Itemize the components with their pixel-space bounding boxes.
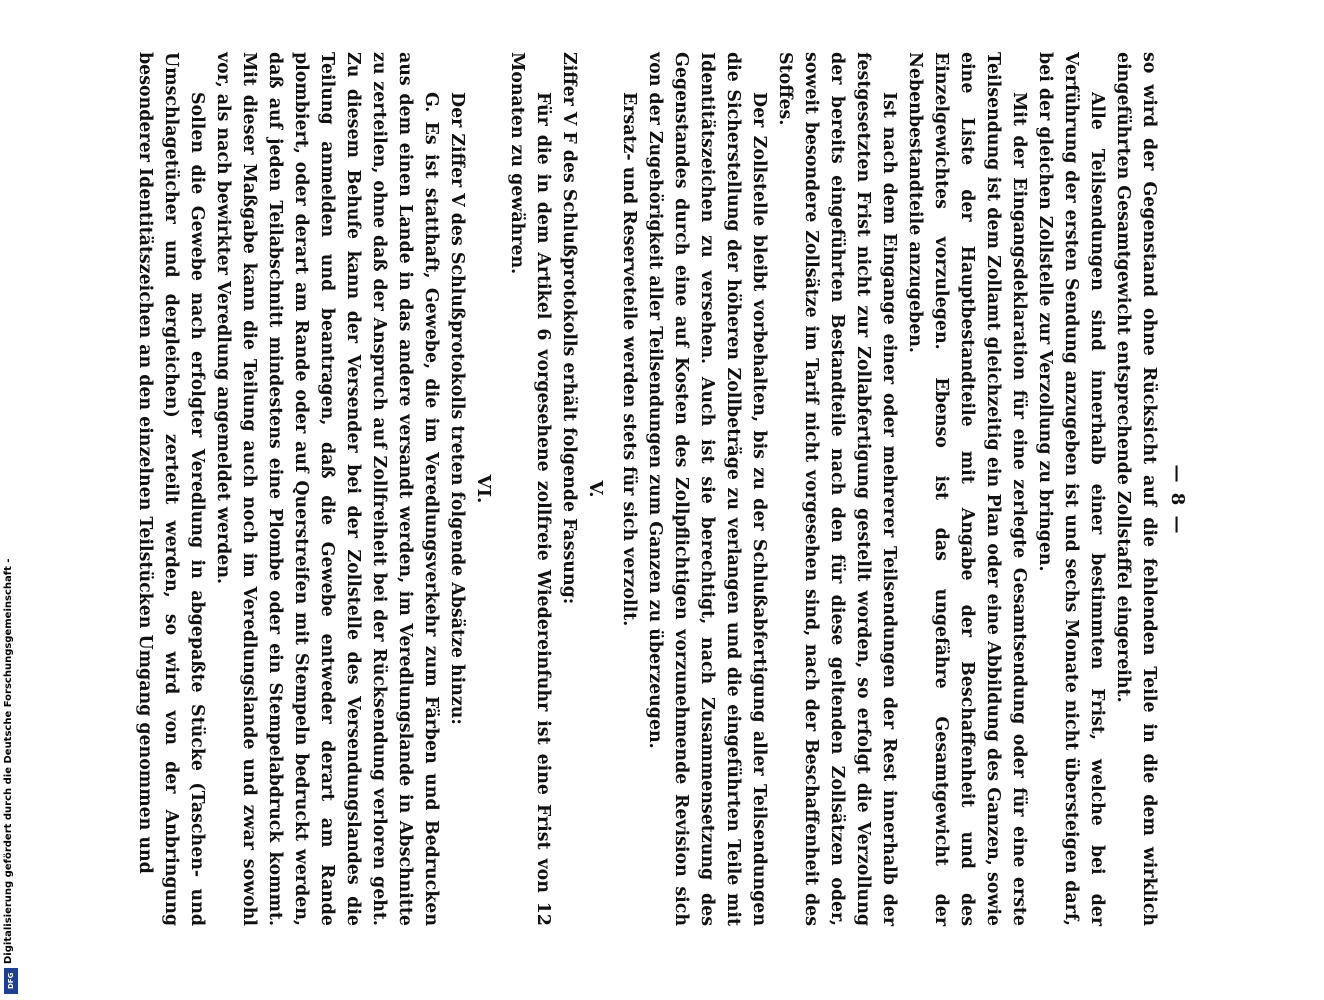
page-number: — 8 —	[1167, 464, 1188, 536]
paragraph: Ersatz- und Reserveteile werden stets für sich verzollt.	[619, 92, 639, 627]
paragraph: Mit der Eingangsdeklaration für eine zerlegte Gesamtsendung oder für eine erste Teilsendung ist dem Zollamt gleichzeitig ein Plan oder eine Abbildung des Ganzen, sowie eine Liste der Hauptbestandteile mit Angabe der Beschaffenheit und des Einzelgewichtes vorzulegen. Ebenso ist das ungefähre Gesamtgewicht der Nebenbestandteile anzugeben.	[905, 52, 1029, 926]
digitization-note: Digitalisierung gefördert durch die Deutsche Forschungsgemeinschaft -	[3, 558, 14, 964]
paragraph: Ist nach dem Eingange einer oder mehrerer Teilsendungen der Rest innerhalb der festgesetzten Frist nicht zur Zollabfertigung gestellt worden, so erfolgt die Verzollung der bereits eingeführten Bestandteile nach den für diese geltenden Zollsätzen oder, soweit besondere Zollsätze im Tarif nicht vorgesehen sind, nach der Beschaffenheit des Stoffes.	[775, 52, 899, 926]
paragraph: Der Zollstelle bleibt vorbehalten, bis zu der Schlußabfertigung aller Teilsendungen die Sicherstellung der höheren Zollbeträge zu verlangen und die eingeführten Teile mit Identitätszeichen zu versehen. Auch ist sie berechtigt, nach Zusammensetzung des Gegenstandes durch eine auf Kosten des Zollpflichtigen vorzunehmende Revision sich von der Zugehörigkeit aller Teilsendungen zum Ganzen zu überzeugen.	[645, 52, 769, 926]
paragraph: so wird der Gegenstand ohne Rücksicht auf die fehlenden Teile in die dem wirklich eingeführten Gesamtgewicht entsprechende Zollstaffel eingereiht.	[1113, 52, 1159, 926]
paragraph: Für die in dem Artikel 6 vorgesehene zollfreie Wiedereinfuhr ist eine Frist von 12 Monaten zu gewähren.	[507, 52, 553, 926]
document-page	[132, 30, 1192, 970]
section-heading: VI.	[473, 474, 494, 504]
paragraph: Ziffer V F des Schlußprotokolls erhält folgende Fassung:	[559, 52, 579, 605]
paragraph: G. Es ist statthaft, Gewebe, die im Veredlungsverkehr zum Färben und Bedrucken aus dem einen Lande in das andere versandt werden, im Veredlungslande in Abschnitte zu zerteilen, ohne daß der Anspruch auf Zollfreiheit bei der Rücksendung verloren geht. Zu diesem Behufe kann der Versender bei der Zollstelle des Versendungslandes die Teilung anmelden und beantragen, daß die Gewebe entweder derart am Rande plombiert, oder derart am Rande oder auf Querstreifen mit Stempeln bedruckt werden, daß auf jeden Teilabschnitt mindestens eine Plombe oder ein Stempelabdruck kommt. Mit dieser Maßgabe kann die Teilung auch noch im Veredlungslande und zwar sowohl vor, als nach bewirkter Veredlung angemeldet werden.	[213, 52, 441, 926]
body-text	[132, 52, 1162, 926]
paragraph: Alle Teilsendungen sind innerhalb einer bestimmten Frist, welche bei der Verführung der ersten Sendung anzugeben ist und sechs Monate nicht übersteigen darf, bei der gleichen Zollstelle zur Verzollung zu bringen.	[1035, 52, 1107, 926]
paragraph: Der Ziffer V des Schlußprotokolls treten folgende Absätze hinzu:	[447, 92, 467, 725]
section-heading: V.	[585, 480, 606, 498]
digitization-footer	[0, 558, 22, 1000]
dfg-logo-icon: DFG	[4, 968, 18, 994]
paragraph: Sollen die Gewebe nach erfolgter Veredlung in abgepaßte Stücke (Taschen- und Umschlagetücher und dergleichen) zerteilt werden, so wird von der Anbringung besonderer Identitätszeichen an den einzelnen Teilstücken Umgang genommen und	[135, 52, 207, 926]
